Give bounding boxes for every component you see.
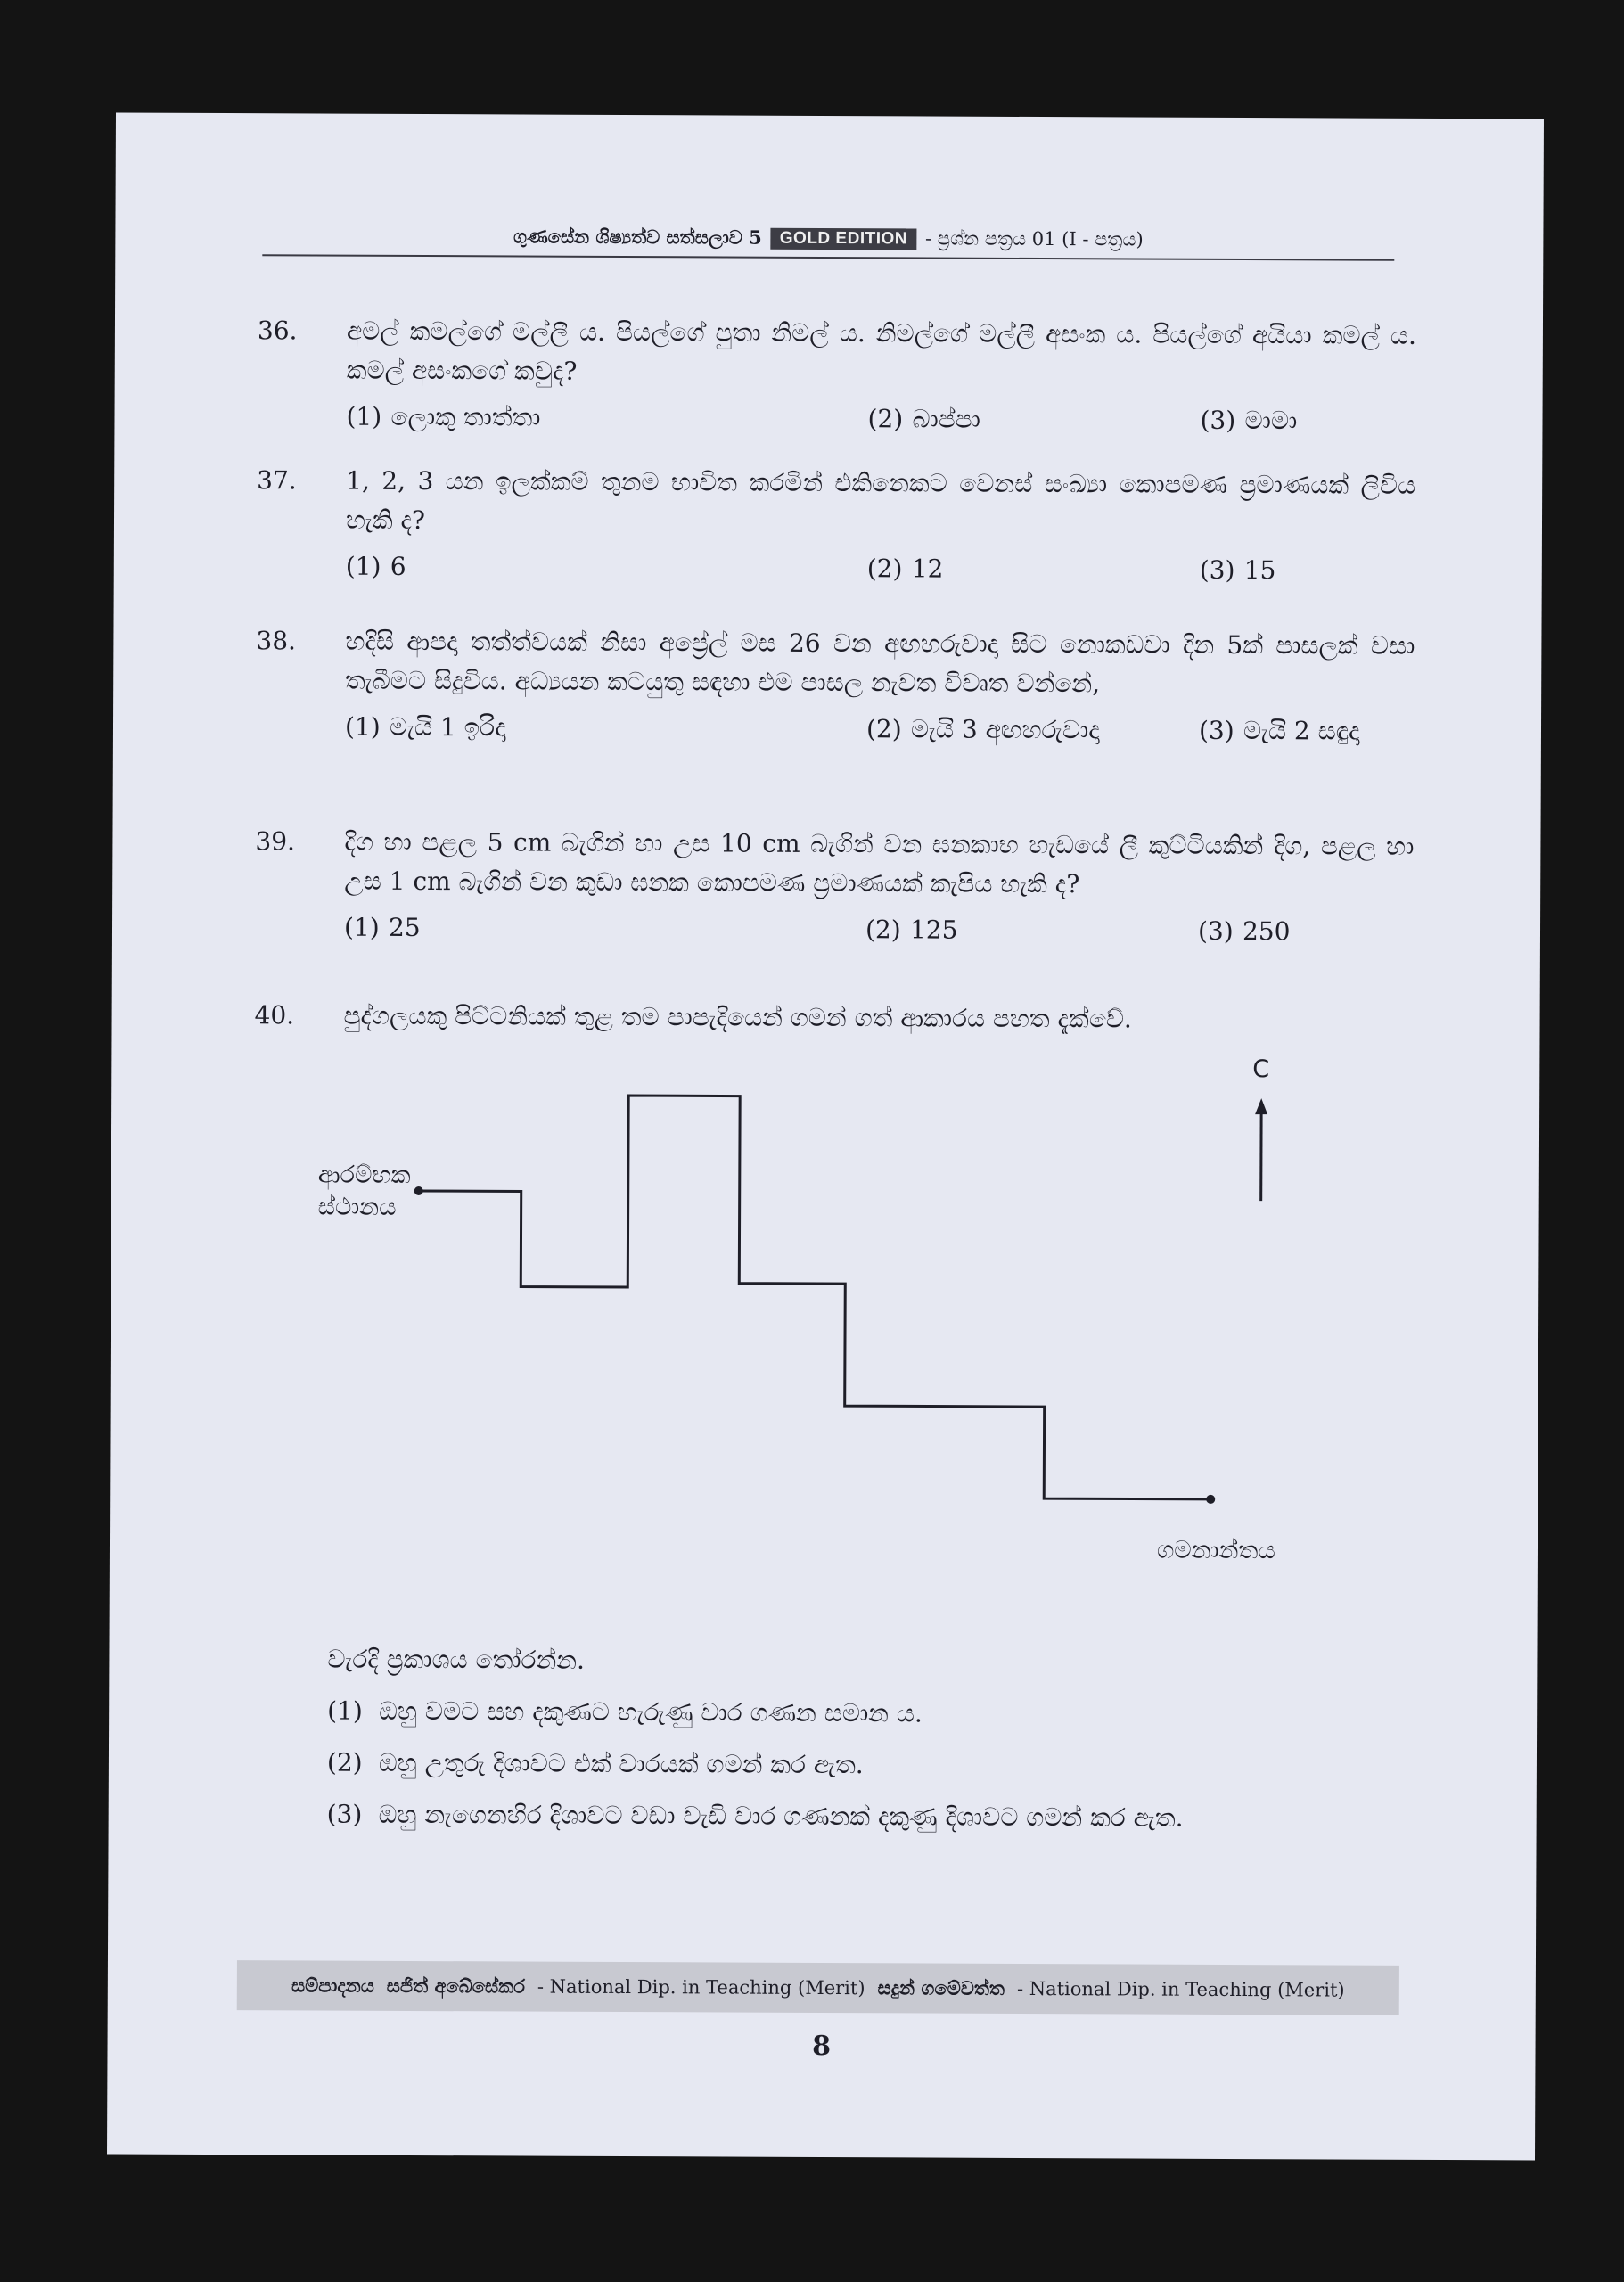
question-number: 37. — [257, 465, 297, 496]
q40-prompt: වැරදි ප්‍රකාශය තෝරන්න. — [327, 1644, 585, 1675]
statement-number: (3) — [326, 1799, 363, 1829]
question-text: අමල් කමල්ගේ මල්ලී ය. පියල්ගේ පුතා නිමල් ය. නිමල්ගේ මල්ලී අසංක ය. පියල්ගේ අයියා කමල් ය. කමල් අසංකගේ කවුද? — [346, 316, 1416, 386]
option-label: 250 — [1242, 916, 1291, 947]
statement-label: ඔහු වමට සහ දකුණට හැරුණු වාර ගණන සමාන ය. — [379, 1695, 923, 1728]
option-3[interactable] — [1198, 912, 1291, 951]
exam-page — [107, 113, 1544, 2161]
option-number: (3) — [1197, 915, 1234, 946]
option-label: 125 — [909, 915, 958, 945]
option-2[interactable] — [866, 710, 1100, 750]
question-number: 36. — [257, 316, 298, 346]
question-40 — [254, 996, 1413, 1040]
end-point — [1206, 1495, 1215, 1504]
option-label: ලොකු තාත්තා — [390, 401, 541, 432]
option-number: (3) — [1198, 715, 1234, 745]
start-point — [414, 1186, 423, 1195]
start-label-line2: ස්ථානය — [317, 1193, 397, 1221]
q40-statements — [327, 1634, 1185, 1844]
editor2-qualification: - National Dip. in Teaching (Merit) — [1016, 1977, 1345, 2001]
statement-label: ඔහු උතුරු දිශාවට එක් වාරයක් ගමන් කර ඇත. — [378, 1747, 864, 1780]
options-row — [257, 397, 1415, 439]
editor1-name: සජිත් අබේසේකර — [386, 1974, 525, 1998]
question-37 — [257, 461, 1416, 589]
option-3[interactable] — [1200, 401, 1297, 440]
statement-2[interactable] — [327, 1737, 1184, 1793]
option-number: (3) — [1199, 554, 1235, 585]
question-text: හදිසි ආපදා තත්ත්වයක් නිසා අප්‍රේල් මස 26 වන අඟහරුවාදා සිට නොකඩවා දින 5ක් පාසලක් වසා තැබීමට සිදුවිය. අධ්‍යයන කටයුතු සඳහා එම පාසල නැවත විවෘත වන්නේ, — [345, 626, 1415, 699]
end-label: ගමනාන්තය — [1156, 1536, 1275, 1565]
question-number: 39. — [255, 826, 296, 857]
option-number: (1) — [345, 551, 381, 581]
editor2-name: සදුන් ගමේවත්ත — [877, 1976, 1005, 1999]
option-number: (2) — [865, 915, 901, 945]
route-line — [417, 1095, 1212, 1499]
statement-number: (2) — [326, 1747, 363, 1777]
question-38 — [256, 621, 1415, 750]
options-row — [257, 546, 1415, 589]
option-label: මාමා — [1244, 406, 1298, 436]
statement-label: ඔහු නැගෙනහිර දිශාවට වඩා වැඩි වාර ගණනක් දකුණු දිශාවට ගමන් කර ඇත. — [378, 1799, 1184, 1833]
path-diagram — [297, 1055, 1414, 1619]
option-label: 12 — [911, 554, 944, 584]
question-number: 38. — [256, 626, 297, 656]
option-number: (1) — [344, 711, 381, 742]
option-number: (1) — [343, 912, 380, 942]
option-2[interactable] — [867, 549, 944, 588]
page-number: 8 — [812, 2030, 832, 2063]
page-header — [262, 213, 1394, 261]
options-row — [255, 907, 1414, 950]
option-1[interactable] — [346, 547, 406, 587]
statement-1[interactable] — [327, 1686, 1184, 1741]
start-label — [318, 1160, 411, 1224]
question-36 — [257, 311, 1416, 439]
option-number: (2) — [867, 404, 904, 434]
option-number: (1) — [346, 401, 382, 431]
question-39 — [255, 822, 1415, 950]
option-label: මැයි 2 සඳුදා — [1243, 716, 1360, 746]
option-1[interactable] — [346, 398, 540, 438]
option-label: 6 — [390, 551, 406, 581]
statement-number: (1) — [327, 1695, 363, 1726]
option-1[interactable] — [345, 708, 506, 748]
statement-3[interactable] — [327, 1789, 1184, 1844]
option-label: 15 — [1243, 555, 1276, 586]
paper-title: - ප්‍රශ්න පත්‍රය 01 (I - පත්‍රය) — [924, 227, 1144, 250]
page-footer — [237, 1960, 1399, 2015]
north-arrowhead-icon — [1255, 1098, 1267, 1114]
option-label: 25 — [388, 912, 421, 943]
editor1-qualification: - National Dip. in Teaching (Merit) — [537, 1975, 865, 1999]
north-label: C — [1252, 1055, 1270, 1084]
option-number: (3) — [1200, 405, 1236, 436]
options-row — [256, 707, 1415, 750]
option-3[interactable] — [1200, 551, 1276, 590]
start-label-line1: ආරම්භක — [317, 1161, 411, 1189]
option-1[interactable] — [344, 908, 421, 948]
option-number: (2) — [866, 554, 903, 584]
question-text: දිග හා පළල 5 cm බැගින් හා උස 10 cm බැගින් වන ඝනකාභ හැඩයේ ලී කුට්ටියකින් දිග, පළල හා උස 1 cm බැගින් වන කුඩා ඝනක කොපමණ ප්‍රමාණයක් කැපිය හැකි ද? — [344, 826, 1415, 899]
series-title: ගුණසේන ශිෂ්‍යත්ව සත්සලාව 5 — [513, 225, 762, 249]
option-3[interactable] — [1199, 711, 1360, 751]
editor-label: සම්පාදනය — [291, 1974, 374, 1997]
question-number: 40. — [254, 1000, 295, 1030]
option-2[interactable] — [865, 910, 958, 949]
option-label: මැයි 1 ඉරිදා — [389, 711, 506, 743]
question-text: 1, 2, 3 යන ඉලක්කම් තුනම භාවිත කරමින් එකිනෙකට වෙනස් සංඛ්‍යා කොපමණ ප්‍රමාණයක් ලිවිය හැකි ද? — [345, 465, 1416, 536]
option-label: මැයි 3 අඟහරුවාදා — [910, 714, 1100, 745]
gold-edition-badge: GOLD EDITION — [771, 228, 916, 250]
question-text: පුද්ගලයකු පිට්ටනියක් තුළ තම පාපැදියෙන් ගමන් ගත් ආකාරය පහත දැක්වේ. — [343, 1000, 1132, 1034]
option-number: (2) — [865, 714, 902, 744]
option-label: බාප්පා — [912, 404, 980, 434]
option-2[interactable] — [867, 399, 980, 439]
